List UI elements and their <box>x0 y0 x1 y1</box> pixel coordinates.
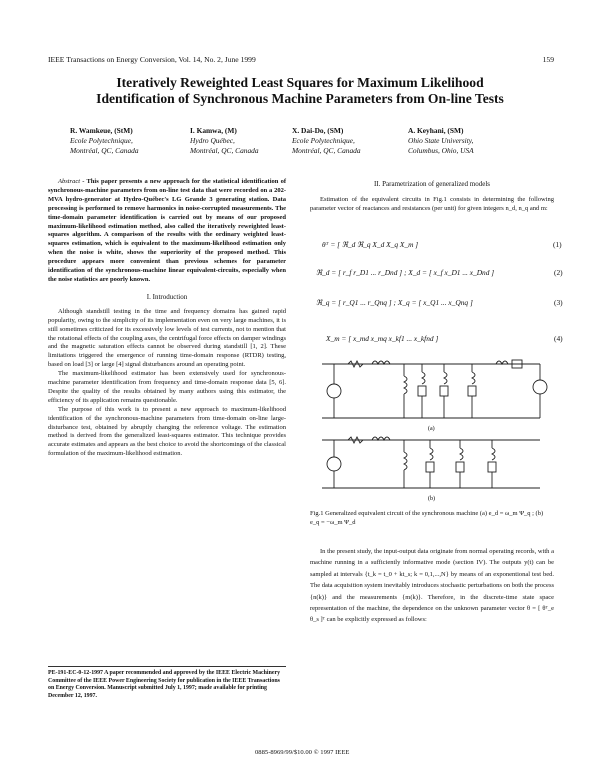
equation-body: ℜ_d = [ r_f r_D1 ... r_Dnd ] ; X_d = [ x_f x_D1 ... x_Dnd ] <box>316 268 495 277</box>
author-name: I. Kamwa, (M) <box>190 126 237 135</box>
copyright-footer: 0885-8969/99/$10.00 © 1997 IEEE <box>255 749 350 756</box>
paragraph: The purpose of this work is to present a new approach to maximum-likelihood identification of the synchronous-machine parameters from time-domain on-line large-disturbance test, obtained by abruptly changing the reference voltage. The estimation method is derived from the generalized least-squares estimator. This technique provides accurate estimates and appears as the best choice to avoid the shortcomings of the classical formulation of the maximum-likelihood estimation. <box>48 405 286 458</box>
section2-body <box>310 546 554 626</box>
author-affiliation: Ohio State University, <box>408 136 474 145</box>
footnote: PE-191-EC-0-12-1997 A paper recommended and approved by the IEEE Electric Machinery Committee of the IEEE Power Engineering Society for publication in the IEEE Transactions on Energy Conversion. Manuscript submitted July 1, 1997; made available for printing December 12, 1997. <box>48 670 281 699</box>
author-location: Montréal, QC, Canada <box>70 146 139 155</box>
section2-intro <box>310 196 554 214</box>
equation-3 <box>316 298 563 307</box>
author-location: Montréal, QC, Canada <box>292 146 361 155</box>
paragraph: In the present study, the input-output data originate from normal operating records, with a machine running in a sufficiently informative mode (section IV). The outputs y(t) can be sampled at intervals {t_k = t_0 + kt_s; k = 0,1,...,N} by means of an exponentional test bed. The data acquisition system inevitably introduces stochastic perturbations on both the process {n(k)} and the measurements {m(k)}. Therefore, in the discrete-time state space representation of the machine, the dependence on the unknown parameter vector θ = [ θᵀ_e θ_s ]ᵀ can be explicitly expressed as follows: <box>310 548 554 624</box>
running-header <box>48 55 554 64</box>
author-location: Columbus, Ohio, USA <box>408 146 474 155</box>
equation-body: X_m = [ x_md x_mq x_kf1 ... x_kfnd ] <box>326 334 439 343</box>
title-line-1: Iteratively Reweighted Least Squares for Maximum Likelihood <box>116 75 484 90</box>
author-affiliation: Hydro Québec, <box>190 136 235 145</box>
journal-line: IEEE Transactions on Energy Conversion, Vol. 14, No. 2, June 1999 <box>48 55 256 64</box>
abstract-label: Abstract <box>58 178 81 185</box>
author-block <box>190 126 259 156</box>
equation-4 <box>326 334 563 343</box>
author-affiliation: Ecole Polytechnique, <box>70 136 133 145</box>
paragraph: The maximum-likelihood estimator has been extensively used for synchronous-machine parameter identification from frequency and time-domain response data [5, 6]. Despite the quality of the results obtained by many authors using this estimator, the efficiency of its application remains questionable. <box>48 370 286 404</box>
author-location: Montréal, QC, Canada <box>190 146 259 155</box>
circuit-a-diagram <box>322 360 547 418</box>
footnote-rule <box>48 666 286 667</box>
abstract-text: - This paper presents a new approach for the statistical identification of synchronous-machine parameters from on-line test data that were recorded on a 202-MVA hydro-generator at Hydro-Québec's LG Grande 3 generating station. Data processing is performed to remove harmonics in noise-corrupted measurements. The time-domain parameter identification is carried out by means of our proposed maximum-likelihood estimation method, also called the iteratively reweighted least-squares algorithm. A comparison of the results with the ordinary weighted least-squares estimation, which is equivalent to the maximum-likelihood estimation only when the noise is white, shows the superiority of the proposed method. This procedure appears more convenient than previous schemes for parameter identification of the synchronous-machine linear equivalent-circuits, especially when the noise statistics are poorly known. <box>48 178 286 283</box>
author-block <box>408 126 474 156</box>
section-heading: II. Parametrization of generalized models <box>373 180 491 188</box>
circuit-b-diagram <box>322 437 540 488</box>
author-affiliation: Ecole Polytechnique, <box>292 136 355 145</box>
author-name: X. Dai-Do, (SM) <box>292 126 344 135</box>
author-block <box>292 126 361 156</box>
equation-number: (4) <box>554 334 563 343</box>
abstract <box>48 178 286 285</box>
equation-body: ℜ_q = [ r_Q1 ... r_Qnq ] ; X_q = [ x_Q1 ... x_Qnq ] <box>316 298 473 307</box>
figure-label-b: (b) <box>428 496 435 502</box>
equation-body: θᵀ = [ ℜ_d ℜ_q X_d X_q X_m ] <box>322 240 419 249</box>
author-block <box>70 126 139 156</box>
equivalent-circuit-figure <box>312 356 554 504</box>
paragraph: Estimation of the equivalent circuits in Fig.1 consists in determining the following parameter vector of reactances and resistances (per unit) for given integers n_d, n_q and m: <box>310 196 554 212</box>
equation-1 <box>322 240 562 249</box>
figure-caption: Fig.1 Generalized equivalent circuit of the synchronous machine (a) e_d = ω_m Ψ_q ; (b) e_q = −ω_m Ψ_d <box>310 510 544 526</box>
section-heading: I. Introduction <box>146 292 188 301</box>
figure-label-a: (a) <box>428 426 435 432</box>
equation-number: (3) <box>554 298 563 307</box>
title-line-2: Identification of Synchronous Machine Parameters from On-line Tests <box>96 91 504 106</box>
page-number: 159 <box>542 55 554 64</box>
paper-title <box>40 75 560 107</box>
left-column <box>48 178 286 459</box>
equation-number: (1) <box>553 240 562 249</box>
author-name: A. Keyhani, (SM) <box>408 126 464 135</box>
equation-2 <box>316 268 563 277</box>
author-name: R. Wamkeue, (StM) <box>70 126 133 135</box>
paragraph: Although standstill testing in the time and frequency domains has gained rapid popularity, owing to the simplicity of its implementation even on very large machines, it is still sometimes criticized for its excessively low levels of test currents, not to mention that the rotational effects of the coupling axes, the centrifugal force effects on damper windings and the magnetic saturation effects cannot be observed during standstill [1, 2]. These limitations triggered the emergence of running time-domain response (RTDR) testing, based on load [3] or large [4] signal disturbances around an operating point. <box>48 307 286 369</box>
equation-number: (2) <box>554 268 563 277</box>
